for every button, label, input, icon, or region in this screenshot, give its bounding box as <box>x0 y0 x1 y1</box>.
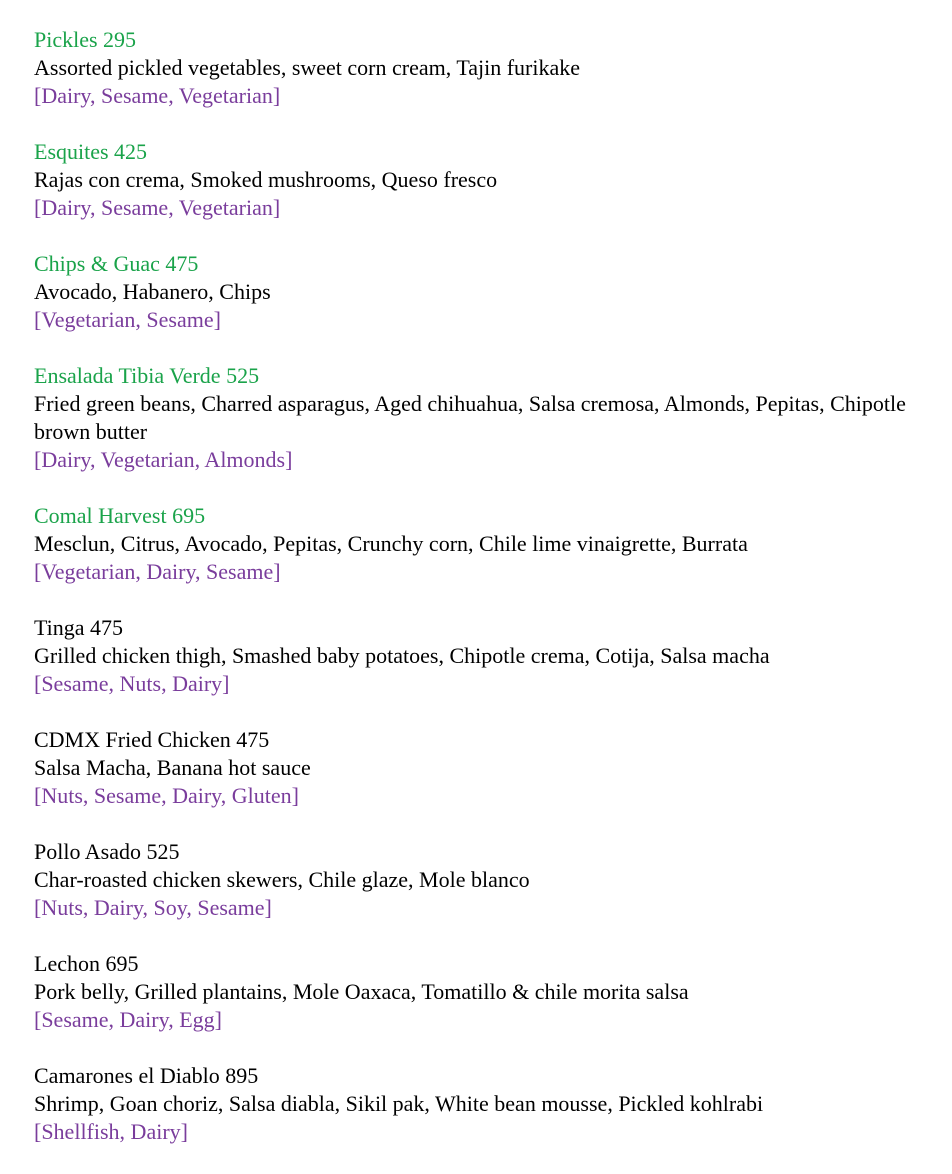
item-allergens: [Vegetarian, Sesame] <box>34 307 221 332</box>
item-allergens: [Shellfish, Dairy] <box>34 1119 188 1144</box>
item-title: Ensalada Tibia Verde 525 <box>34 363 260 388</box>
item-description: Rajas con crema, Smoked mushrooms, Queso fresco <box>34 167 498 192</box>
item-description: Assorted pickled vegetables, sweet corn cream, Tajin furikake <box>34 55 581 80</box>
item-description: Shrimp, Goan choriz, Salsa diabla, Sikil pak, White bean mousse, Pickled kohlrabi <box>34 1091 764 1116</box>
item-title: CDMX Fried Chicken 475 <box>34 727 270 752</box>
item-title: Camarones el Diablo 895 <box>34 1063 259 1088</box>
menu-list <box>34 26 914 1174</box>
item-title: Pickles 295 <box>34 27 137 52</box>
menu-item-pollo-asado <box>34 838 914 922</box>
item-title: Chips & Guac 475 <box>34 251 199 276</box>
item-title: Tinga 475 <box>34 615 124 640</box>
item-title: Esquites 425 <box>34 139 148 164</box>
item-title: Pollo Asado 525 <box>34 839 180 864</box>
item-description: Grilled chicken thigh, Smashed baby potatoes, Chipotle crema, Cotija, Salsa macha <box>34 643 770 668</box>
item-allergens: [Nuts, Sesame, Dairy, Gluten] <box>34 783 299 808</box>
menu-item-comal-harvest <box>34 502 914 586</box>
item-allergens: [Sesame, Dairy, Egg] <box>34 1007 222 1032</box>
item-allergens: [Vegetarian, Dairy, Sesame] <box>34 559 281 584</box>
item-description: Salsa Macha, Banana hot sauce <box>34 755 311 780</box>
menu-item-chips-guac <box>34 250 914 334</box>
menu-item-cdmx-fried-chicken <box>34 726 914 810</box>
item-allergens: [Sesame, Nuts, Dairy] <box>34 671 230 696</box>
item-title: Lechon 695 <box>34 951 139 976</box>
item-allergens: [Nuts, Dairy, Soy, Sesame] <box>34 895 272 920</box>
item-allergens: [Dairy, Sesame, Vegetarian] <box>34 195 281 220</box>
item-title: Comal Harvest 695 <box>34 503 206 528</box>
menu-item-esquites <box>34 138 914 222</box>
item-description: Avocado, Habanero, Chips <box>34 279 271 304</box>
menu-item-ensalada-tibia-verde <box>34 362 914 474</box>
menu-item-tinga <box>34 614 914 698</box>
menu-item-lechon <box>34 950 914 1034</box>
menu-item-camarones-el-diablo <box>34 1062 914 1146</box>
item-description: Char-roasted chicken skewers, Chile glaze, Mole blanco <box>34 867 530 892</box>
item-description: Pork belly, Grilled plantains, Mole Oaxaca, Tomatillo & chile morita salsa <box>34 979 689 1004</box>
item-description: Mesclun, Citrus, Avocado, Pepitas, Crunchy corn, Chile lime vinaigrette, Burrata <box>34 531 748 556</box>
item-description: Fried green beans, Charred asparagus, Aged chihuahua, Salsa cremosa, Almonds, Pepitas, Chipotle brown butter <box>34 391 906 444</box>
item-allergens: [Dairy, Sesame, Vegetarian] <box>34 83 281 108</box>
item-allergens: [Dairy, Vegetarian, Almonds] <box>34 447 293 472</box>
menu-item-pickles <box>34 26 914 110</box>
